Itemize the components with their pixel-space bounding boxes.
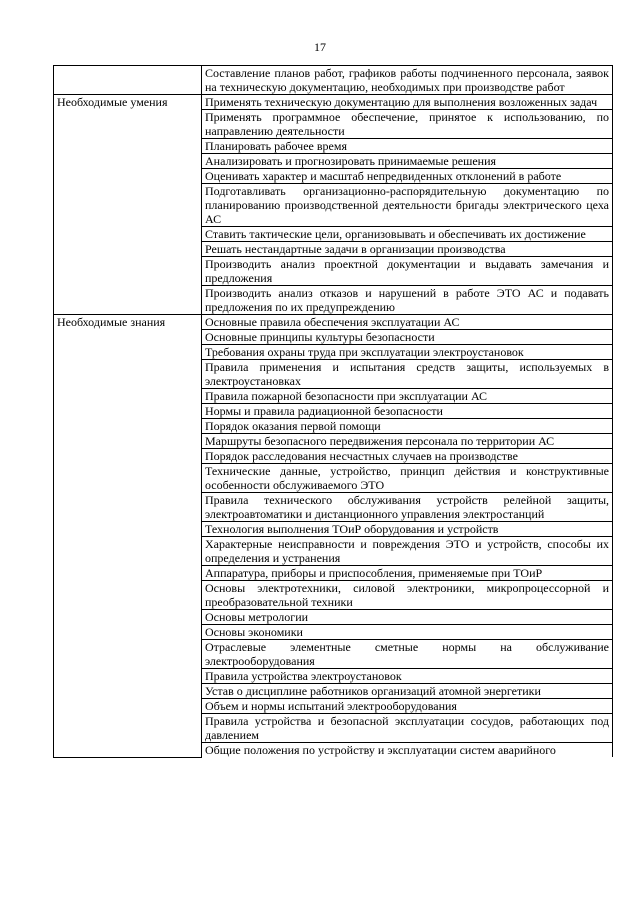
requirement-item: Основы экономики: [202, 625, 613, 640]
requirement-item: Характерные неисправности и повреждения ЭТО и устройств, способы их определения и устранения: [202, 537, 613, 566]
requirement-item: Оценивать характер и масштаб непредвиденных отклонений в работе: [202, 169, 613, 184]
requirement-item: Основы электротехники, силовой электроники, микропроцессорной и преобразовательной техники: [202, 581, 613, 610]
requirement-item: Правила устройства и безопасной эксплуатации сосудов, работающих под давлением: [202, 714, 613, 743]
requirement-item: Применять техническую документацию для выполнения возложенных задач: [202, 95, 613, 110]
requirement-item: Правила технического обслуживания устройств релейной защиты, электроавтоматики и дистанционного управления электростанций: [202, 493, 613, 522]
requirement-item: Производить анализ проектной документации и выдавать замечания и предложения: [202, 257, 613, 286]
requirement-item: Требования охраны труда при эксплуатации электроустановок: [202, 345, 613, 360]
requirement-item: Правила применения и испытания средств защиты, используемых в электроустановках: [202, 360, 613, 389]
requirement-item: Порядок оказания первой помощи: [202, 419, 613, 434]
requirement-item: Отраслевые элементные сметные нормы на обслуживание электрооборудования: [202, 640, 613, 669]
requirement-item: Составление планов работ, графиков работы подчиненного персонала, заявок на техническую документацию, необходимых при производстве работ: [202, 66, 613, 95]
section-label: Необходимые знания: [54, 315, 202, 758]
requirement-item: Правила устройства электроустановок: [202, 669, 613, 684]
requirement-item: Технические данные, устройство, принцип действия и конструктивные особенности обслуживаемого ЭТО: [202, 464, 613, 493]
requirement-item: Правила пожарной безопасности при эксплуатации АС: [202, 389, 613, 404]
requirement-item: Планировать рабочее время: [202, 139, 613, 154]
section-label: Необходимые умения: [54, 95, 202, 315]
requirements-table-body: [54, 66, 613, 758]
requirement-item: Аппаратура, приборы и приспособления, применяемые при ТОиР: [202, 566, 613, 581]
requirement-item: Ставить тактические цели, организовывать и обеспечивать их достижение: [202, 227, 613, 242]
requirement-item: Решать нестандартные задачи в организации производства: [202, 242, 613, 257]
requirement-item: Устав о дисциплине работников организаций атомной энергетики: [202, 684, 613, 699]
requirement-item: Подготавливать организационно-распорядительную документацию по планированию производственной деятельности бригады электрического цеха АС: [202, 184, 613, 227]
requirement-item: Производить анализ отказов и нарушений в работе ЭТО АС и подавать предложения по их предупреждению: [202, 286, 613, 315]
requirement-item: Общие положения по устройству и эксплуатации систем аварийного: [202, 743, 613, 758]
requirements-table: [53, 65, 613, 758]
requirement-item: Порядок расследования несчастных случаев на производстве: [202, 449, 613, 464]
table-row: [54, 66, 613, 95]
page-number: 17: [314, 40, 326, 54]
requirement-item: Объем и нормы испытаний электрооборудования: [202, 699, 613, 714]
requirement-item: Технология выполнения ТОиР оборудования и устройств: [202, 522, 613, 537]
requirement-item: Применять программное обеспечение, принятое к использованию, по направлению деятельности: [202, 110, 613, 139]
requirement-item: Маршруты безопасного передвижения персонала по территории АС: [202, 434, 613, 449]
section-label: [54, 66, 202, 95]
table-row: [54, 95, 613, 110]
requirement-item: Нормы и правила радиационной безопасности: [202, 404, 613, 419]
requirement-item: Основные принципы культуры безопасности: [202, 330, 613, 345]
table-row: [54, 315, 613, 330]
requirement-item: Основы метрологии: [202, 610, 613, 625]
requirement-item: Анализировать и прогнозировать принимаемые решения: [202, 154, 613, 169]
requirement-item: Основные правила обеспечения эксплуатации АС: [202, 315, 613, 330]
